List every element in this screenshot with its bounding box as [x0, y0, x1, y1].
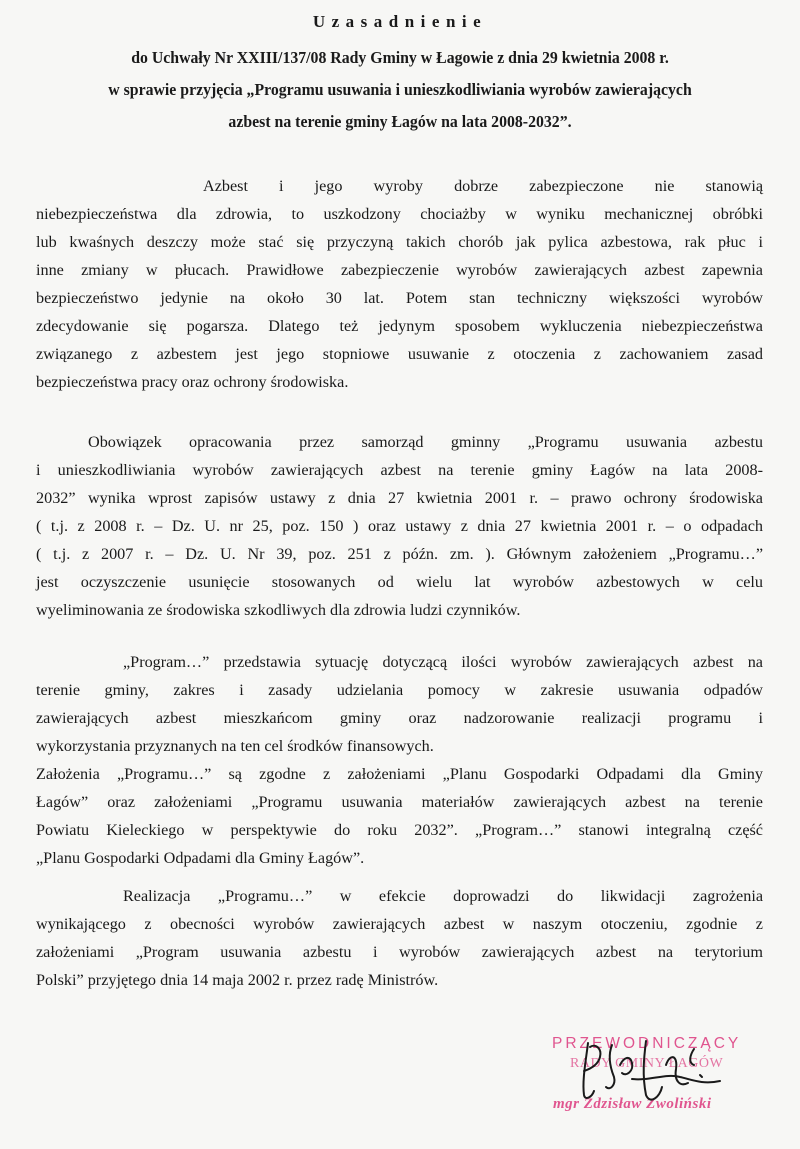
text-line: jest oczyszczenie usunięcie stosowanych od wielu lat wyrobów azbestowych w celu: [36, 573, 763, 591]
text-line: zawierających azbest mieszkańcom gminy oraz nadzorowanie realizacji programu i: [36, 709, 763, 727]
text-line: Łagów” oraz założeniami „Programu usuwania materiałów zawierających azbest na terenie: [36, 793, 763, 811]
text-line: Realizacja „Programu…” w efekcie doprowadzi do likwidacji zagrożenia: [123, 887, 763, 905]
text-line: Polski” przyjętego dnia 14 maja 2002 r. przez radę Ministrów.: [36, 971, 439, 989]
text-line: wynikającego z obecności wyrobów zawierających azbest w naszym otoczeniu, zgodnie z: [36, 915, 763, 933]
text-line: terenie gminy, zakres i zasady udzielania pomocy w zakresie usuwania odpadów: [36, 681, 763, 699]
text-line: ( t.j. z 2007 r. – Dz. U. Nr 39, poz. 251 z późn. zm. ). Głównym założeniem „Programu…”: [36, 545, 763, 563]
document-title: Uzasadnienie: [312, 12, 488, 31]
text-line: związanego z azbestem jest jego stopniowe usuwanie z otoczenia z zachowaniem zasad: [36, 345, 763, 363]
text-line: Założenia „Programu…” są zgodne z założeniami „Planu Gospodarki Odpadami dla Gminy: [36, 765, 763, 783]
heading-line-1: do Uchwały Nr XXIII/137/08 Rady Gminy w Łagowie z dnia 29 kwietnia 2008 r.: [131, 48, 669, 67]
text-line: „Planu Gospodarki Odpadami dla Gminy Łagów”.: [36, 849, 365, 867]
text-line: 2032” wynika wprost zapisów ustawy z dnia 27 kwietnia 2001 r. – prawo ochrony środowiska: [36, 489, 763, 507]
text-line: inne zmiany w płucach. Prawidłowe zabezpieczenie wyrobów zawierających azbest zapewnia: [36, 261, 763, 279]
text-line: Azbest i jego wyroby dobrze zabezpieczone nie stanowią: [203, 177, 763, 195]
stamp-council: RADY GMINY ŁAGÓW: [570, 1056, 724, 1071]
text-line: lub kwaśnych deszczy może stać się przyczyną takich chorób jak pylica azbestowa, rak płuc i: [36, 233, 763, 251]
stamp-name: mgr Zdzisław Zwoliński: [553, 1096, 712, 1112]
text-line: wyeliminowania ze środowiska szkodliwych dla zdrowia ludzi czynników.: [36, 601, 521, 619]
text-line: bezpieczeństwa pracy oraz ochrony środowiska.: [36, 373, 349, 391]
text-line: bezpieczeństwo jedynie na około 30 lat. Potem stan techniczny większości wyrobów: [36, 289, 763, 307]
text-line: wykorzystania przyznanych na ten cel środków finansowych.: [36, 737, 434, 755]
text-line: założeniami „Program usuwania azbestu i wyrobów zawierających azbest na terytorium: [36, 943, 763, 961]
text-line: niebezpieczeństwa dla zdrowia, to uszkodzony chociażby w wyniku mechanicznej obróbki: [36, 205, 763, 223]
text-line: „Program…” przedstawia sytuację dotyczącą ilości wyrobów zawierających azbest na: [123, 653, 763, 671]
text-line: Obowiązek opracowania przez samorząd gminny „Programu usuwania azbestu: [88, 433, 763, 451]
text-line: i unieszkodliwiania wyrobów zawierających azbest na terenie gminy Łagów na lata 2008-: [36, 461, 763, 479]
text-line: ( t.j. z 2008 r. – Dz. U. nr 25, poz. 150 ) oraz ustawy z dnia 27 kwietnia 2001 r. – o odpadach: [36, 517, 763, 535]
handwritten-signature: [570, 1035, 740, 1110]
text-line: Powiatu Kieleckiego w perspektywie do roku 2032”. „Program…” stanowi integralną część: [36, 821, 763, 839]
text-line: zdecydowanie się pogarsza. Dlatego też jedynym sposobem wykluczenia niebezpieczeństwa: [36, 317, 763, 335]
heading-line-2: w sprawie przyjęcia „Programu usuwania i unieszkodliwiania wyrobów zawierających: [108, 80, 692, 99]
stamp-title: PRZEWODNICZĄCY: [552, 1035, 742, 1052]
heading-line-3: azbest na terenie gminy Łagów na lata 2008-2032”.: [228, 112, 572, 131]
